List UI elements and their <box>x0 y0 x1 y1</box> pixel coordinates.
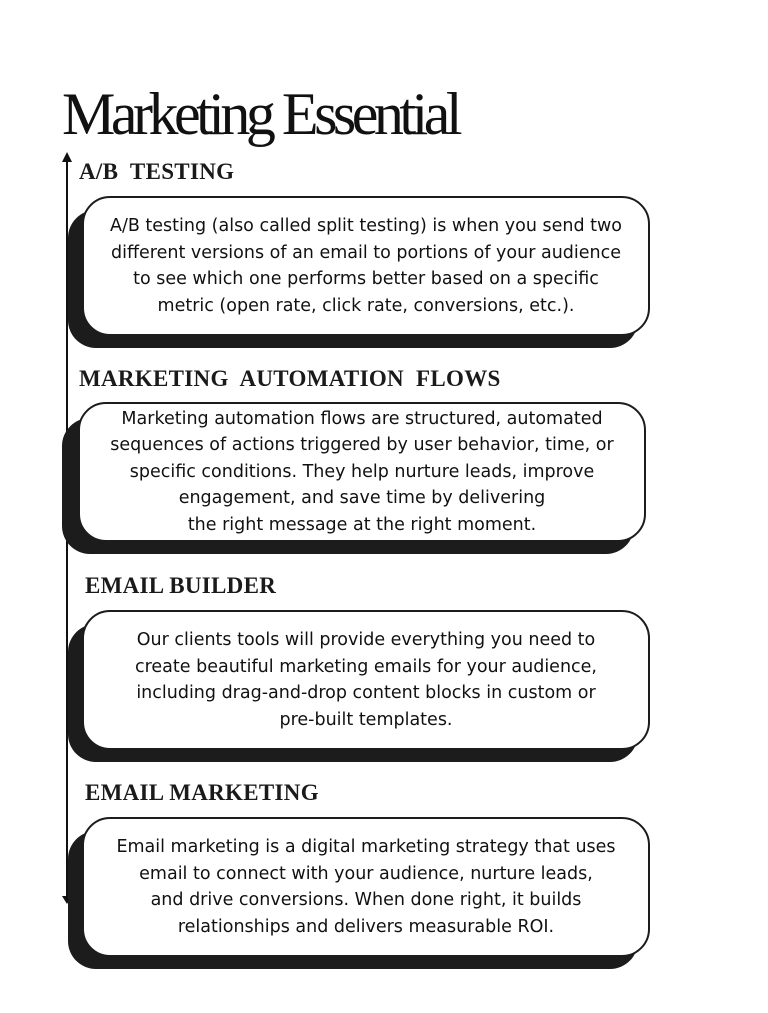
arrow-up-icon <box>62 152 72 162</box>
section-heading-email-marketing: EMAIL MARKETING <box>85 780 319 805</box>
section-heading-ab-testing: A/B TESTING <box>79 159 235 184</box>
info-card-email-builder <box>82 610 650 750</box>
card-text: Email marketing is a digital marketing strategy that uses email to connect with your audience, nurture leads, and drive conversions. When done right, it builds relationships and delivers measurable ROI. <box>116 837 616 937</box>
card-text: Our clients tools will provide everything you need to create beautiful marketing emails for your audience, including drag-and-drop content blocks in custom or pre-built templates. <box>134 630 597 730</box>
page-title: Marketing Essential <box>62 81 459 147</box>
info-card-email-marketing <box>82 817 650 957</box>
section-heading-email-builder: EMAIL BUILDER <box>85 573 277 598</box>
info-card-automation-flows <box>78 402 646 542</box>
info-card-ab-testing <box>82 196 650 336</box>
card-text: Marketing automation flows are structured, automated sequences of actions triggered by user behavior, time, or specific conditions. They help nurture leads, improve engagement, and save time by delivering the right message at the right moment. <box>110 408 614 535</box>
section-heading-automation-flows: MARKETING AUTOMATION FLOWS <box>79 366 501 391</box>
card-text: A/B testing (also called split testing) is when you send two different versions of an email to portions of your audience to see which one performs better based on a specific metric (open rate, click rate, conversions, etc.). <box>109 216 623 316</box>
